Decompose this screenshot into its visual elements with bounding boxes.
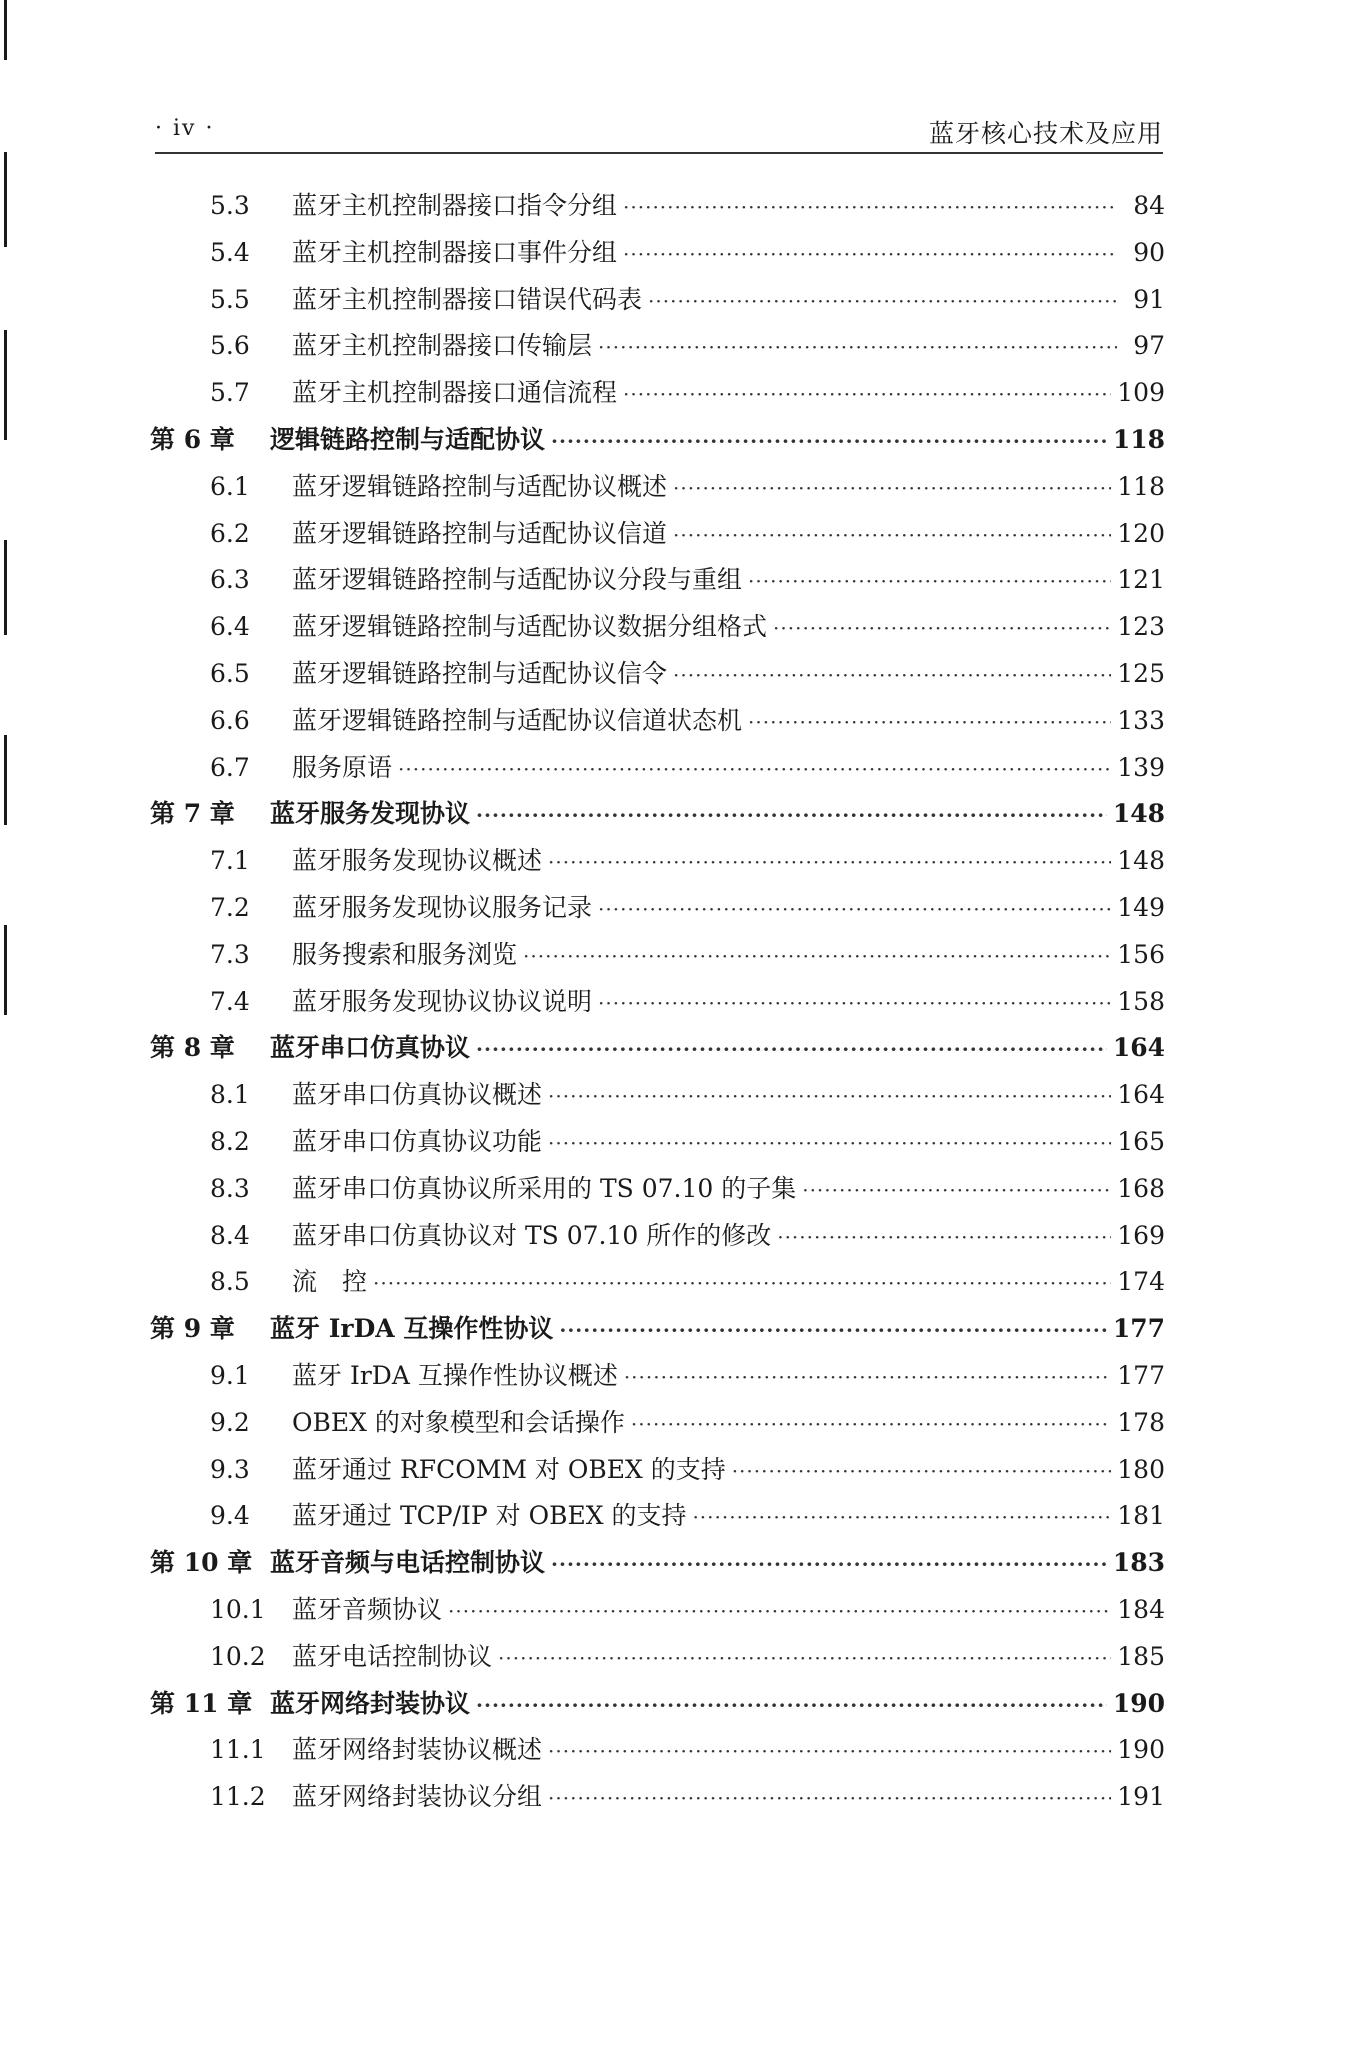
toc-entry-page: 165 xyxy=(1117,1126,1165,1156)
toc-entry-page: 118 xyxy=(1117,471,1165,501)
toc-chapter-entry xyxy=(150,1025,1165,1072)
toc-entry-number: 6.3 xyxy=(210,565,250,595)
toc-entry-number: 5.3 xyxy=(210,191,250,220)
toc-entry-page: 148 xyxy=(1112,799,1165,829)
toc-chapter-entry xyxy=(150,791,1165,838)
toc-entry-page: 90 xyxy=(1133,237,1165,267)
toc-entry-number: 9.1 xyxy=(210,1360,250,1390)
toc-entry-number: 6.5 xyxy=(210,658,250,688)
toc-dot-leader xyxy=(559,1307,1106,1354)
toc-entry-number: 9.4 xyxy=(210,1501,250,1531)
toc-section-entry xyxy=(150,1447,1165,1494)
toc-entry-page: 183 xyxy=(1112,1548,1165,1578)
toc-section-entry xyxy=(150,230,1165,277)
toc-entry-number: 6.2 xyxy=(210,518,250,548)
toc-section-entry xyxy=(150,1119,1165,1166)
toc-section-entry xyxy=(150,277,1165,324)
toc-dot-leader xyxy=(476,1026,1107,1073)
toc-section-entry xyxy=(150,1400,1165,1447)
toc-entry-title: 蓝牙串口仿真协议对 TS 07.10 所作的修改 xyxy=(292,1220,772,1250)
toc-entry-page: 164 xyxy=(1117,1080,1165,1110)
toc-dot-leader xyxy=(673,465,1111,512)
toc-entry-number: 6.6 xyxy=(210,705,250,735)
toc-entry-number: 8.4 xyxy=(210,1220,250,1250)
toc-dot-leader xyxy=(476,1682,1107,1729)
toc-dot-leader xyxy=(732,1448,1112,1495)
toc-entry-page: 156 xyxy=(1117,939,1165,969)
toc-entry-page: 164 xyxy=(1112,1033,1165,1063)
toc-entry-page: 118 xyxy=(1112,424,1165,454)
page-header xyxy=(155,112,1163,154)
toc-section-entry xyxy=(150,1072,1165,1119)
toc-entry-page: 178 xyxy=(1117,1407,1165,1437)
toc-dot-leader xyxy=(548,1120,1111,1167)
toc-dot-leader xyxy=(548,839,1111,886)
toc-section-entry xyxy=(150,323,1165,370)
toc-dot-leader xyxy=(498,1635,1111,1682)
toc-entry-number: 7.3 xyxy=(210,939,250,969)
toc-chapter-entry xyxy=(150,1540,1165,1587)
toc-entry-title: 蓝牙主机控制器接口传输层 xyxy=(292,331,593,361)
toc-entry-number: 9.2 xyxy=(210,1407,250,1437)
toc-section-entry xyxy=(150,885,1165,932)
toc-entry-title: 蓝牙逻辑链路控制与适配协议概述 xyxy=(292,471,668,501)
toc-entry-title: 蓝牙逻辑链路控制与适配协议信令 xyxy=(292,658,668,688)
toc-dot-leader xyxy=(551,1541,1107,1588)
toc-dot-leader xyxy=(802,1167,1111,1214)
toc-dot-leader xyxy=(748,558,1111,605)
scan-artifact xyxy=(4,735,7,825)
table-of-contents xyxy=(150,183,1165,1821)
scan-artifact xyxy=(4,540,7,635)
toc-section-entry xyxy=(150,1587,1165,1634)
toc-entry-number: 8.2 xyxy=(210,1126,250,1156)
toc-entry-title: 蓝牙主机控制器接口指令分组 xyxy=(292,191,618,220)
toc-dot-leader xyxy=(448,1588,1111,1635)
toc-entry-page: 125 xyxy=(1117,658,1165,688)
toc-entry-title: 蓝牙逻辑链路控制与适配协议信道状态机 xyxy=(292,705,743,735)
toc-section-entry xyxy=(150,370,1165,417)
toc-entry-title: 逻辑链路控制与适配协议 xyxy=(270,424,546,454)
toc-entry-page: 120 xyxy=(1117,518,1165,548)
toc-dot-leader xyxy=(598,980,1111,1027)
toc-entry-page: 158 xyxy=(1117,986,1165,1016)
toc-entry-number: 第 7 章 xyxy=(150,799,235,829)
toc-entry-number: 7.1 xyxy=(210,846,250,876)
toc-entry-title: 蓝牙主机控制器接口错误代码表 xyxy=(292,284,643,314)
toc-entry-title: 蓝牙音频与电话控制协议 xyxy=(270,1548,546,1578)
toc-entry-number: 9.3 xyxy=(210,1454,250,1484)
toc-dot-leader xyxy=(623,371,1111,418)
toc-entry-number: 5.6 xyxy=(210,331,250,361)
toc-dot-leader xyxy=(598,324,1117,371)
toc-entry-page: 180 xyxy=(1117,1454,1165,1484)
toc-entry-number: 8.1 xyxy=(210,1080,250,1110)
toc-dot-leader xyxy=(623,184,1117,231)
scan-artifact xyxy=(4,925,7,1015)
toc-entry-number: 8.3 xyxy=(210,1173,250,1203)
toc-section-entry xyxy=(150,183,1165,230)
toc-dot-leader xyxy=(692,1494,1111,1541)
toc-entry-title: 服务原语 xyxy=(292,752,393,782)
book-title: 蓝牙核心技术及应用 xyxy=(928,119,1163,148)
toc-entry-number: 6.4 xyxy=(210,612,250,642)
toc-entry-title: 蓝牙网络封装协议概述 xyxy=(292,1735,543,1765)
toc-section-entry xyxy=(150,1259,1165,1306)
toc-dot-leader xyxy=(476,792,1107,839)
toc-section-entry xyxy=(150,932,1165,979)
toc-entry-title: 蓝牙逻辑链路控制与适配协议分段与重组 xyxy=(292,565,743,595)
toc-section-entry xyxy=(150,464,1165,511)
toc-entry-title: 蓝牙服务发现协议 xyxy=(270,799,471,829)
toc-entry-title: 蓝牙音频协议 xyxy=(292,1594,443,1624)
toc-section-entry xyxy=(150,838,1165,885)
toc-section-entry xyxy=(150,979,1165,1026)
toc-entry-number: 5.7 xyxy=(210,378,250,408)
toc-dot-leader xyxy=(624,1354,1111,1401)
toc-entry-page: 139 xyxy=(1117,752,1165,782)
toc-entry-title: 蓝牙逻辑链路控制与适配协议信道 xyxy=(292,518,668,548)
toc-dot-leader xyxy=(648,278,1117,325)
toc-entry-page: 184 xyxy=(1117,1594,1165,1624)
toc-dot-leader xyxy=(773,605,1111,652)
toc-chapter-entry xyxy=(150,1681,1165,1728)
toc-section-entry xyxy=(150,604,1165,651)
toc-entry-title: 蓝牙通过 TCP/IP 对 OBEX 的支持 xyxy=(292,1501,687,1531)
toc-entry-page: 177 xyxy=(1112,1314,1165,1344)
toc-entry-title: 蓝牙电话控制协议 xyxy=(292,1641,493,1671)
toc-dot-leader xyxy=(631,1401,1111,1448)
toc-section-entry xyxy=(150,651,1165,698)
toc-section-entry xyxy=(150,1774,1165,1821)
toc-entry-number: 7.4 xyxy=(210,986,250,1016)
toc-entry-page: 97 xyxy=(1133,331,1165,361)
toc-entry-page: 185 xyxy=(1117,1641,1165,1671)
toc-entry-number: 第 8 章 xyxy=(150,1033,235,1063)
toc-entry-number: 11.2 xyxy=(210,1782,266,1812)
toc-dot-leader xyxy=(398,746,1111,793)
toc-entry-title: 蓝牙串口仿真协议 xyxy=(270,1033,471,1063)
toc-dot-leader xyxy=(373,1260,1111,1307)
toc-section-entry xyxy=(150,698,1165,745)
toc-entry-number: 第 9 章 xyxy=(150,1314,235,1344)
toc-entry-title: 蓝牙通过 RFCOMM 对 OBEX 的支持 xyxy=(292,1454,726,1484)
toc-entry-title: 蓝牙服务发现协议概述 xyxy=(292,846,543,876)
toc-entry-page: 121 xyxy=(1117,565,1165,595)
toc-dot-leader xyxy=(548,1728,1111,1775)
toc-dot-leader xyxy=(623,231,1117,278)
toc-entry-title: 蓝牙网络封装协议 xyxy=(270,1688,471,1718)
toc-entry-number: 8.5 xyxy=(210,1267,250,1297)
toc-entry-page: 149 xyxy=(1117,892,1165,922)
scan-artifact xyxy=(4,330,7,440)
toc-section-entry xyxy=(150,1634,1165,1681)
toc-entry-page: 181 xyxy=(1117,1501,1165,1531)
toc-entry-page: 84 xyxy=(1133,191,1165,220)
toc-section-entry xyxy=(150,511,1165,558)
toc-dot-leader xyxy=(673,512,1111,559)
toc-entry-title: 服务搜索和服务浏览 xyxy=(292,939,518,969)
toc-entry-title: 蓝牙串口仿真协议所采用的 TS 07.10 的子集 xyxy=(292,1173,797,1203)
toc-section-entry xyxy=(150,557,1165,604)
toc-dot-leader xyxy=(598,886,1111,933)
toc-entry-title: 流 控 xyxy=(292,1267,368,1297)
toc-entry-title: 蓝牙服务发现协议服务记录 xyxy=(292,892,593,922)
toc-section-entry xyxy=(150,1353,1165,1400)
toc-section-entry xyxy=(150,1213,1165,1260)
toc-entry-page: 109 xyxy=(1117,378,1165,408)
toc-entry-number: 6.1 xyxy=(210,471,250,501)
toc-entry-number: 7.2 xyxy=(210,892,250,922)
toc-dot-leader xyxy=(748,699,1111,746)
toc-entry-page: 91 xyxy=(1133,284,1165,314)
toc-entry-number: 6.7 xyxy=(210,752,250,782)
toc-dot-leader xyxy=(548,1775,1111,1822)
toc-entry-page: 174 xyxy=(1117,1267,1165,1297)
toc-entry-number: 第 6 章 xyxy=(150,424,235,454)
toc-entry-page: 148 xyxy=(1117,846,1165,876)
toc-entry-page: 123 xyxy=(1117,612,1165,642)
toc-dot-leader xyxy=(551,418,1107,465)
toc-chapter-entry xyxy=(150,417,1165,464)
toc-entry-title: 蓝牙主机控制器接口通信流程 xyxy=(292,378,618,408)
toc-entry-title: 蓝牙 IrDA 互操作性协议概述 xyxy=(292,1360,618,1390)
scan-artifact xyxy=(4,0,7,60)
toc-section-entry xyxy=(150,1166,1165,1213)
page-number: · iv · xyxy=(155,116,215,141)
toc-entry-page: 169 xyxy=(1117,1220,1165,1250)
toc-entry-title: 蓝牙串口仿真协议功能 xyxy=(292,1126,543,1156)
scan-artifact xyxy=(4,152,7,247)
toc-entry-title: 蓝牙 IrDA 互操作性协议 xyxy=(270,1314,554,1344)
toc-dot-leader xyxy=(548,1073,1111,1120)
toc-entry-title: 蓝牙逻辑链路控制与适配协议数据分组格式 xyxy=(292,612,768,642)
toc-entry-number: 10.2 xyxy=(210,1641,266,1671)
toc-entry-page: 190 xyxy=(1112,1688,1165,1718)
toc-entry-page: 191 xyxy=(1117,1782,1165,1812)
toc-entry-title: 蓝牙串口仿真协议概述 xyxy=(292,1080,543,1110)
toc-entry-page: 168 xyxy=(1117,1173,1165,1203)
toc-chapter-entry xyxy=(150,1306,1165,1353)
toc-entry-title: OBEX 的对象模型和会话操作 xyxy=(292,1407,625,1437)
toc-section-entry xyxy=(150,1727,1165,1774)
toc-entry-number: 10.1 xyxy=(210,1594,266,1624)
toc-section-entry xyxy=(150,745,1165,792)
toc-entry-page: 190 xyxy=(1117,1735,1165,1765)
toc-dot-leader xyxy=(777,1214,1111,1261)
toc-entry-number: 第 10 章 xyxy=(150,1548,253,1578)
toc-entry-title: 蓝牙主机控制器接口事件分组 xyxy=(292,237,618,267)
toc-dot-leader xyxy=(523,933,1111,980)
toc-entry-page: 177 xyxy=(1117,1360,1165,1390)
toc-entry-title: 蓝牙服务发现协议协议说明 xyxy=(292,986,593,1016)
toc-entry-number: 第 11 章 xyxy=(150,1688,253,1718)
toc-entry-number: 11.1 xyxy=(210,1735,266,1765)
toc-entry-title: 蓝牙网络封装协议分组 xyxy=(292,1782,543,1812)
toc-dot-leader xyxy=(673,652,1111,699)
toc-entry-page: 133 xyxy=(1117,705,1165,735)
toc-section-entry xyxy=(150,1493,1165,1540)
toc-entry-number: 5.4 xyxy=(210,237,250,267)
toc-entry-number: 5.5 xyxy=(210,284,250,314)
